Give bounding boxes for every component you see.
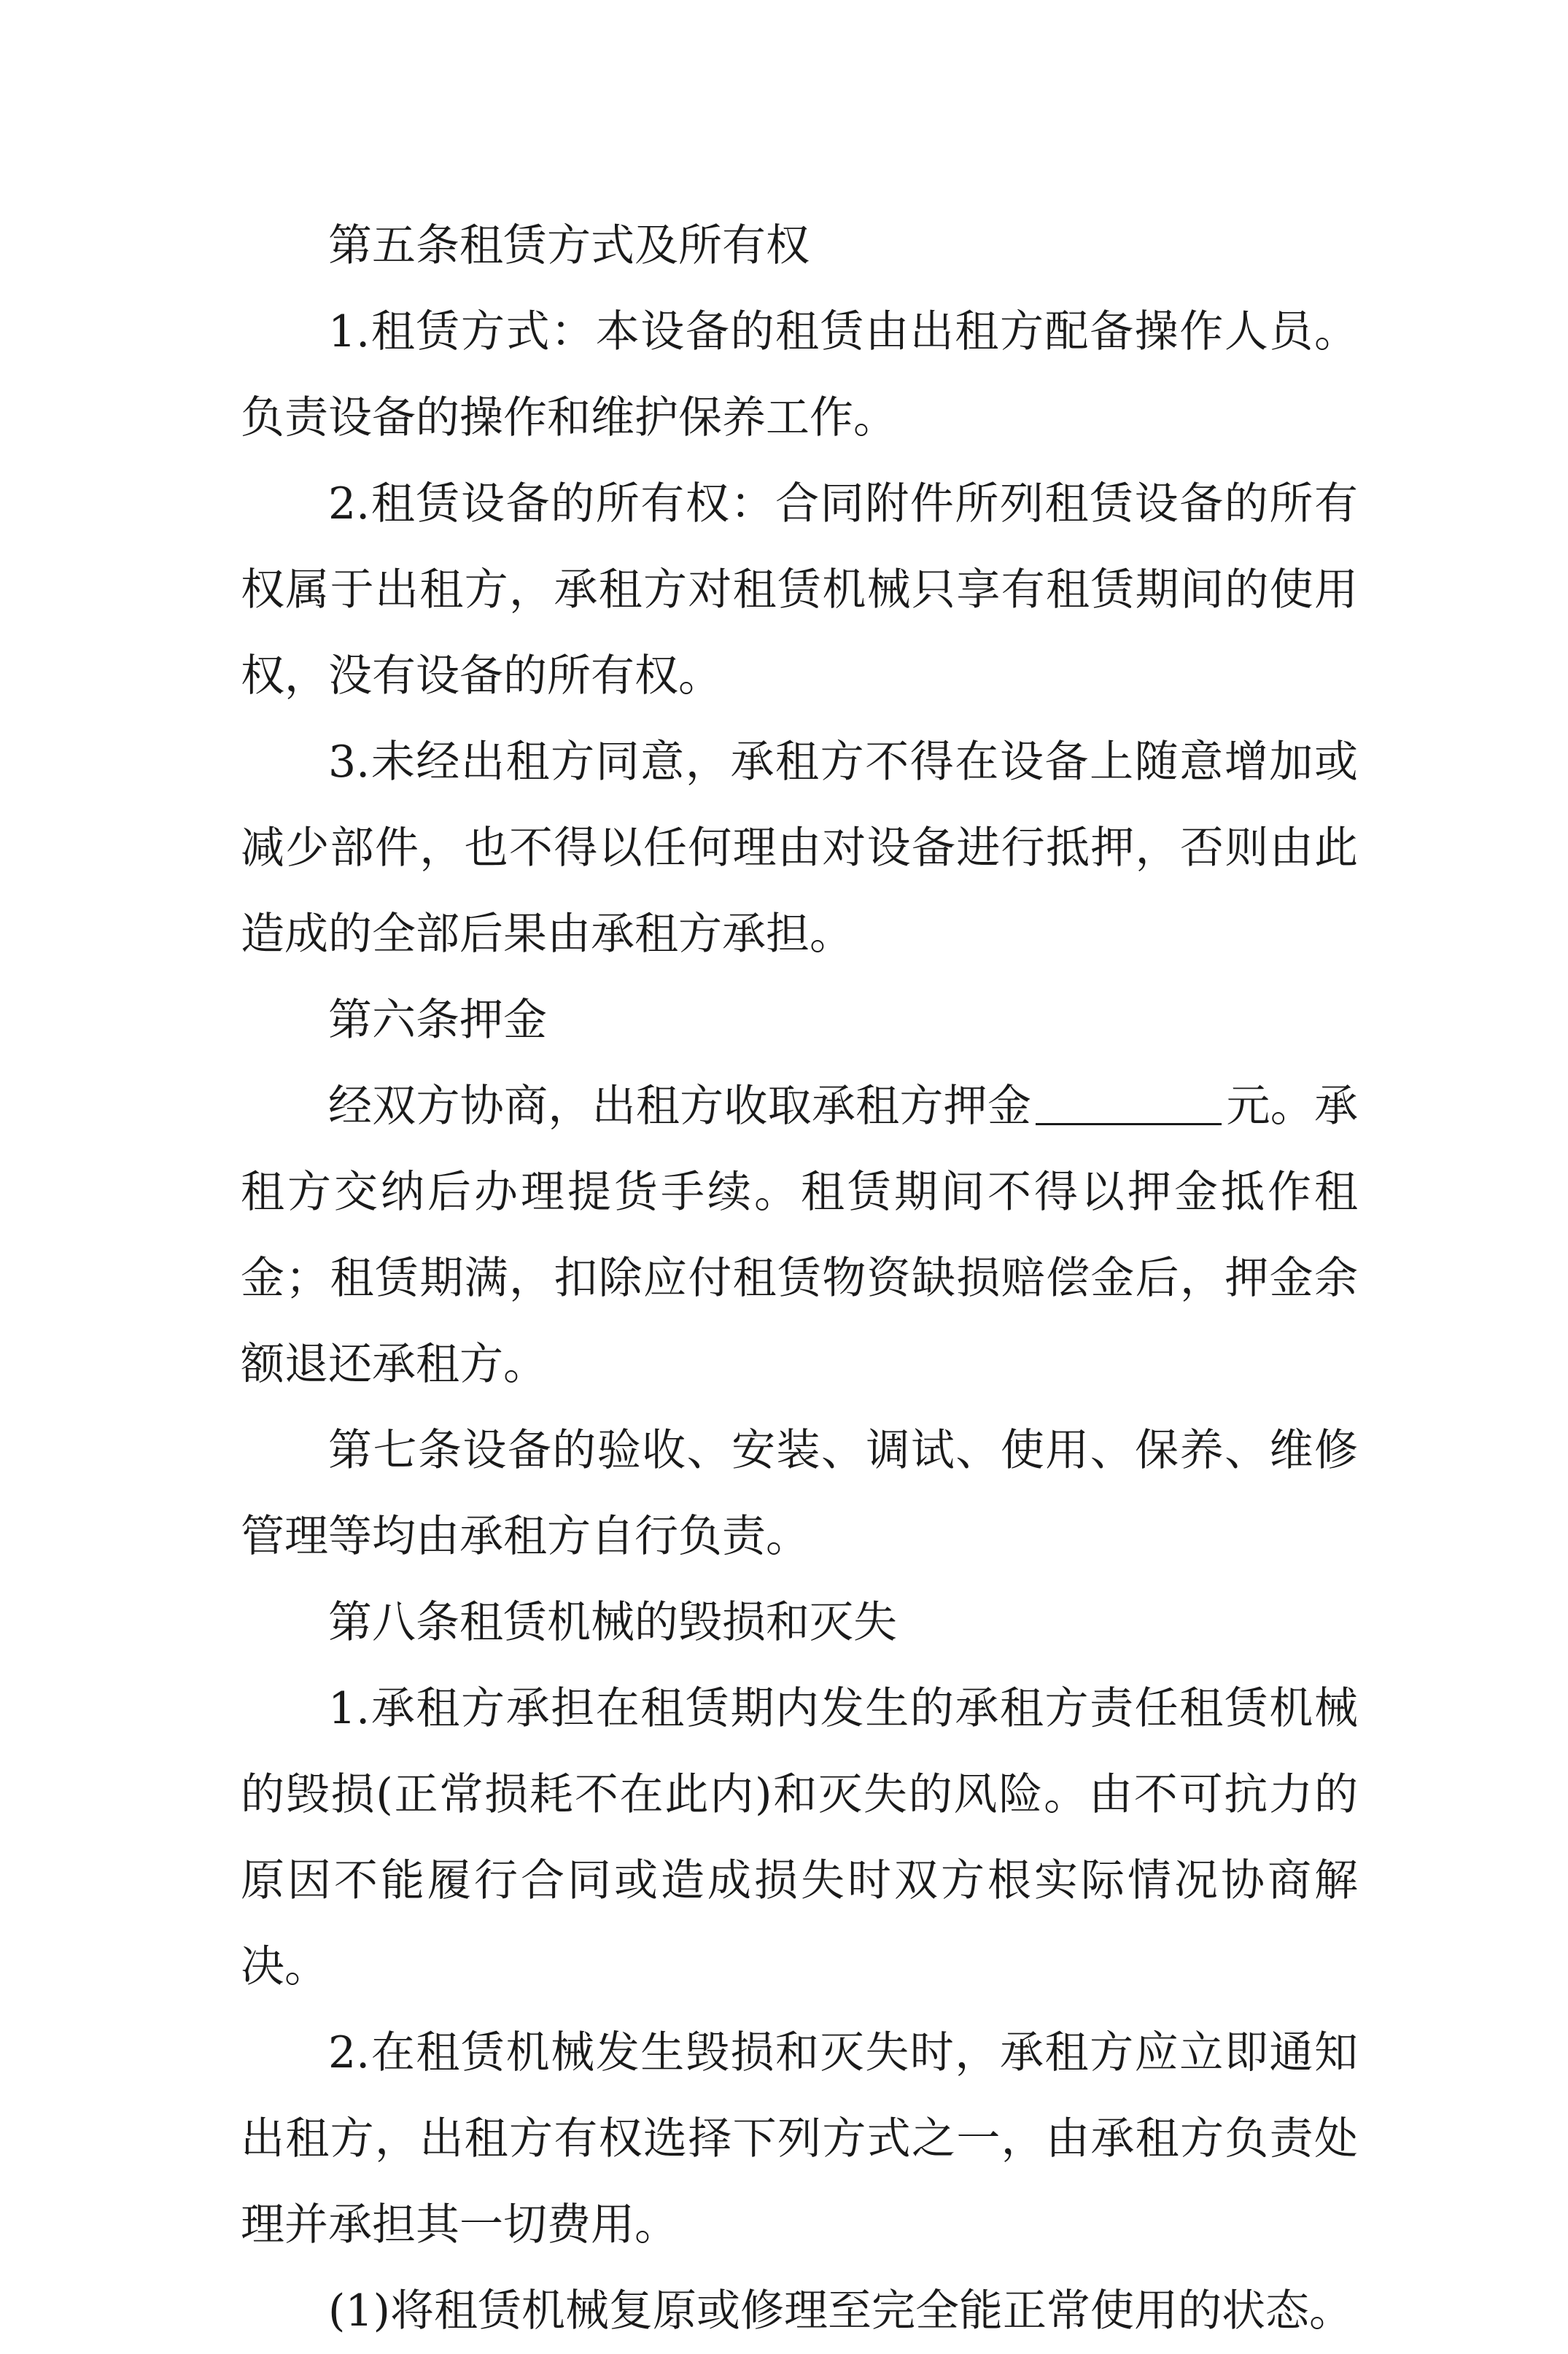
article-5-clause-3: 3.未经出租方同意，承租方不得在设备上随意增加或减少部件，也不得以任何理由对设备进行抵押，否则由此造成的全部后果由承租方承担。 [241, 737, 1358, 960]
article-8-option-1: (1)将租赁机械复原或修理至完全能正常使用的状态。 [328, 2285, 1353, 2336]
deposit-text-before: 经双方协商，出租方收取承租方押金 [328, 1081, 1032, 1132]
article-6-heading: 第六条押金 [328, 995, 547, 1046]
article-8-clause-2: 2.在租赁机械发生毁损和灭失时，承租方应立即通知出租方，出租方有权选择下列方式之一，由承租方负责处理并承担其一切费用。 [241, 2027, 1358, 2250]
deposit-amount-blank [1036, 1079, 1222, 1125]
article-6-deposit [241, 1063, 1358, 1407]
article-5-clause-1: 1.租赁方式：本设备的租赁由出租方配备操作人员。负责设备的操作和维护保养工作。 [241, 306, 1358, 443]
article-5-heading: 第五条租赁方式及所有权 [328, 220, 810, 271]
document-body [241, 203, 1358, 2354]
article-5-clause-2: 2.租赁设备的所有权：合同附件所列租赁设备的所有权属于出租方，承租方对租赁机械只享有租赁期间的使用权，没有设备的所有权。 [241, 478, 1358, 702]
article-7: 第七条设备的验收、安装、调试、使用、保养、维修管理等均由承租方自行负责。 [241, 1425, 1358, 1562]
deposit-text-after: 元。承租方交纳后办理提货手续。租赁期间不得以押金抵作租金；租赁期满，扣除应付租赁物资缺损赔偿金后，押金余额退还承租方。 [241, 1081, 1359, 1390]
article-8-heading: 第八条租赁机械的毁损和灭失 [328, 1597, 897, 1648]
article-8-clause-1: 1.承租方承担在租赁期内发生的承租方责任租赁机械的毁损(正常损耗不在此内)和灭失的风险。由不可抗力的原因不能履行合同或造成损失时双方根实际情况协商解决。 [241, 1683, 1358, 1992]
